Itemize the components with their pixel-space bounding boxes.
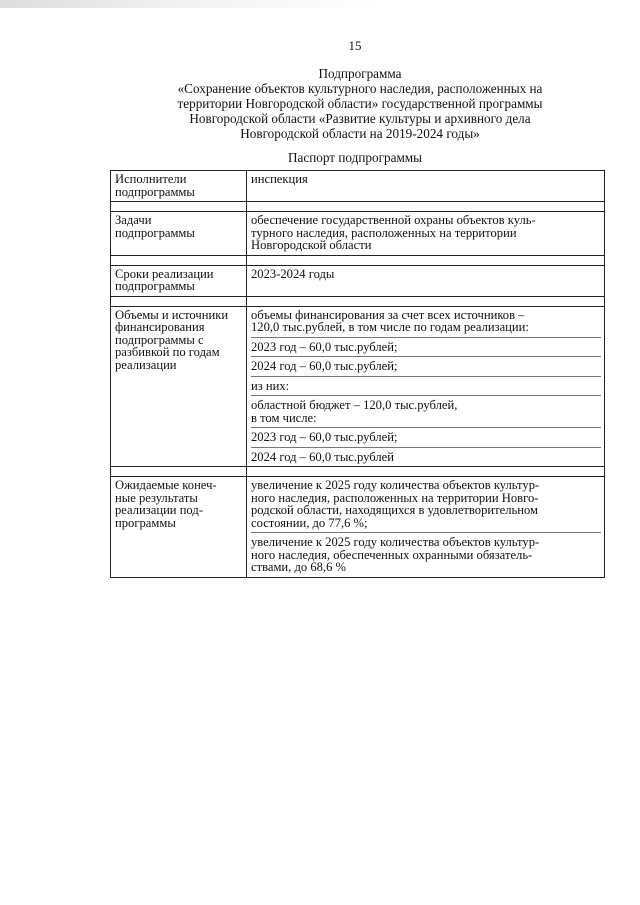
page-number: 15 xyxy=(348,38,362,53)
value-line: объемы финансирования за счет всех источников – xyxy=(251,307,525,322)
value-line: 2024 год – 60,0 тыс.рублей; xyxy=(251,359,398,373)
passport-row xyxy=(111,212,605,256)
row-spacer xyxy=(111,202,605,212)
value-paragraph xyxy=(251,395,601,424)
value-line: 2023-2024 годы xyxy=(251,266,335,281)
passport-row-value xyxy=(247,212,605,256)
label-line: реализации xyxy=(115,357,177,372)
label-line: ные результаты xyxy=(115,490,198,505)
value-line: состоянии, до 77,6 %; xyxy=(251,515,368,530)
passport-row-label xyxy=(111,212,247,256)
value-line: обеспечение государственной охраны объектов куль- xyxy=(251,213,536,227)
passport-row xyxy=(111,171,605,202)
label-line: реализации под- xyxy=(115,503,203,517)
passport-row-value xyxy=(247,171,605,202)
value-line: увеличение к 2025 году количества объектов культур- xyxy=(251,478,540,492)
value-line: областной бюджет – 120,0 тыс.рублей, xyxy=(251,398,458,412)
subprogram-title-line: Новгородской области на 2019-2024 годы» xyxy=(240,126,480,141)
label-line: подпрограммы xyxy=(115,279,195,293)
subprogram-title-line: «Сохранение объектов культурного наследия, расположенных на xyxy=(177,81,543,96)
passport-row xyxy=(111,306,605,467)
value-line: Новгородской области xyxy=(251,238,372,252)
value-line: из них: xyxy=(251,378,290,393)
passport-table-body xyxy=(111,171,605,578)
value-paragraph xyxy=(251,173,601,186)
label-line: программы xyxy=(115,515,176,530)
label-line: подпрограммы с xyxy=(115,332,204,347)
value-paragraph xyxy=(251,356,601,373)
value-paragraph xyxy=(251,337,601,354)
passport-row xyxy=(111,477,605,578)
value-line: родской области, находящихся в удовлетворительном xyxy=(251,503,539,517)
value-line: 2023 год – 60,0 тыс.рублей; xyxy=(251,339,398,354)
value-paragraph xyxy=(251,268,601,281)
label-line: подпрограммы xyxy=(115,225,195,240)
row-spacer-cell xyxy=(111,202,247,212)
passport-row xyxy=(111,265,605,296)
subprogram-label: Подпрограмма xyxy=(318,66,402,81)
value-line: ствами, до 68,6 % xyxy=(251,560,347,574)
passport-title: Паспорт подпрограммы xyxy=(288,150,422,165)
row-spacer-cell xyxy=(247,202,605,212)
value-line: 2023 год – 60,0 тыс.рублей; xyxy=(251,430,398,444)
passport-row-value xyxy=(247,477,605,578)
label-line: Задачи xyxy=(115,213,152,227)
row-spacer-cell xyxy=(111,467,247,477)
passport-row-label xyxy=(111,306,247,467)
passport-row-label xyxy=(111,171,247,202)
label-line: подпрограммы xyxy=(115,184,195,199)
passport-row-value xyxy=(247,306,605,467)
value-line: инспекция xyxy=(251,172,308,186)
value-paragraph xyxy=(251,447,601,464)
row-spacer-cell xyxy=(111,255,247,265)
row-spacer-cell xyxy=(247,296,605,306)
subprogram-title-line: Новгородской области «Развитие культуры и архивного дела xyxy=(189,111,531,126)
passport-row-label xyxy=(111,477,247,578)
row-spacer xyxy=(111,296,605,306)
row-spacer-cell xyxy=(247,467,605,477)
label-line: Сроки реализации xyxy=(115,266,214,281)
value-paragraph xyxy=(251,376,601,393)
value-line: 120,0 тыс.рублей, в том числе по годам реализации: xyxy=(251,320,529,334)
subprogram-title-line: территории Новгородской области» государственной программы xyxy=(177,96,543,111)
document-header xyxy=(130,66,590,141)
value-line: ного наследия, обеспеченных охранными обязатель- xyxy=(251,547,533,562)
value-line: 2024 год – 60,0 тыс.рублей xyxy=(251,449,394,464)
label-line: Объемы и источники xyxy=(115,307,229,322)
value-paragraph xyxy=(251,309,601,334)
label-line: разбивкой по годам xyxy=(115,345,220,359)
value-paragraph xyxy=(251,532,601,574)
passport-table xyxy=(110,170,605,578)
row-spacer xyxy=(111,467,605,477)
value-paragraph xyxy=(251,479,601,529)
scan-edge xyxy=(0,0,640,8)
passport-row-label xyxy=(111,265,247,296)
label-line: Ожидаемые конеч- xyxy=(115,478,217,492)
label-line: Исполнители xyxy=(115,172,187,186)
value-line: ного наследия, расположенных на территории Новго- xyxy=(251,490,539,505)
row-spacer-cell xyxy=(247,255,605,265)
row-spacer-cell xyxy=(111,296,247,306)
value-line: увеличение к 2025 году количества объектов культур- xyxy=(251,535,540,549)
value-line: турного наследия, расположенных на территории xyxy=(251,225,517,240)
value-line: в том числе: xyxy=(251,410,317,425)
label-line: финансирования xyxy=(115,320,205,334)
passport-row-value xyxy=(247,265,605,296)
row-spacer xyxy=(111,255,605,265)
value-paragraph xyxy=(251,427,601,444)
value-paragraph xyxy=(251,214,601,252)
